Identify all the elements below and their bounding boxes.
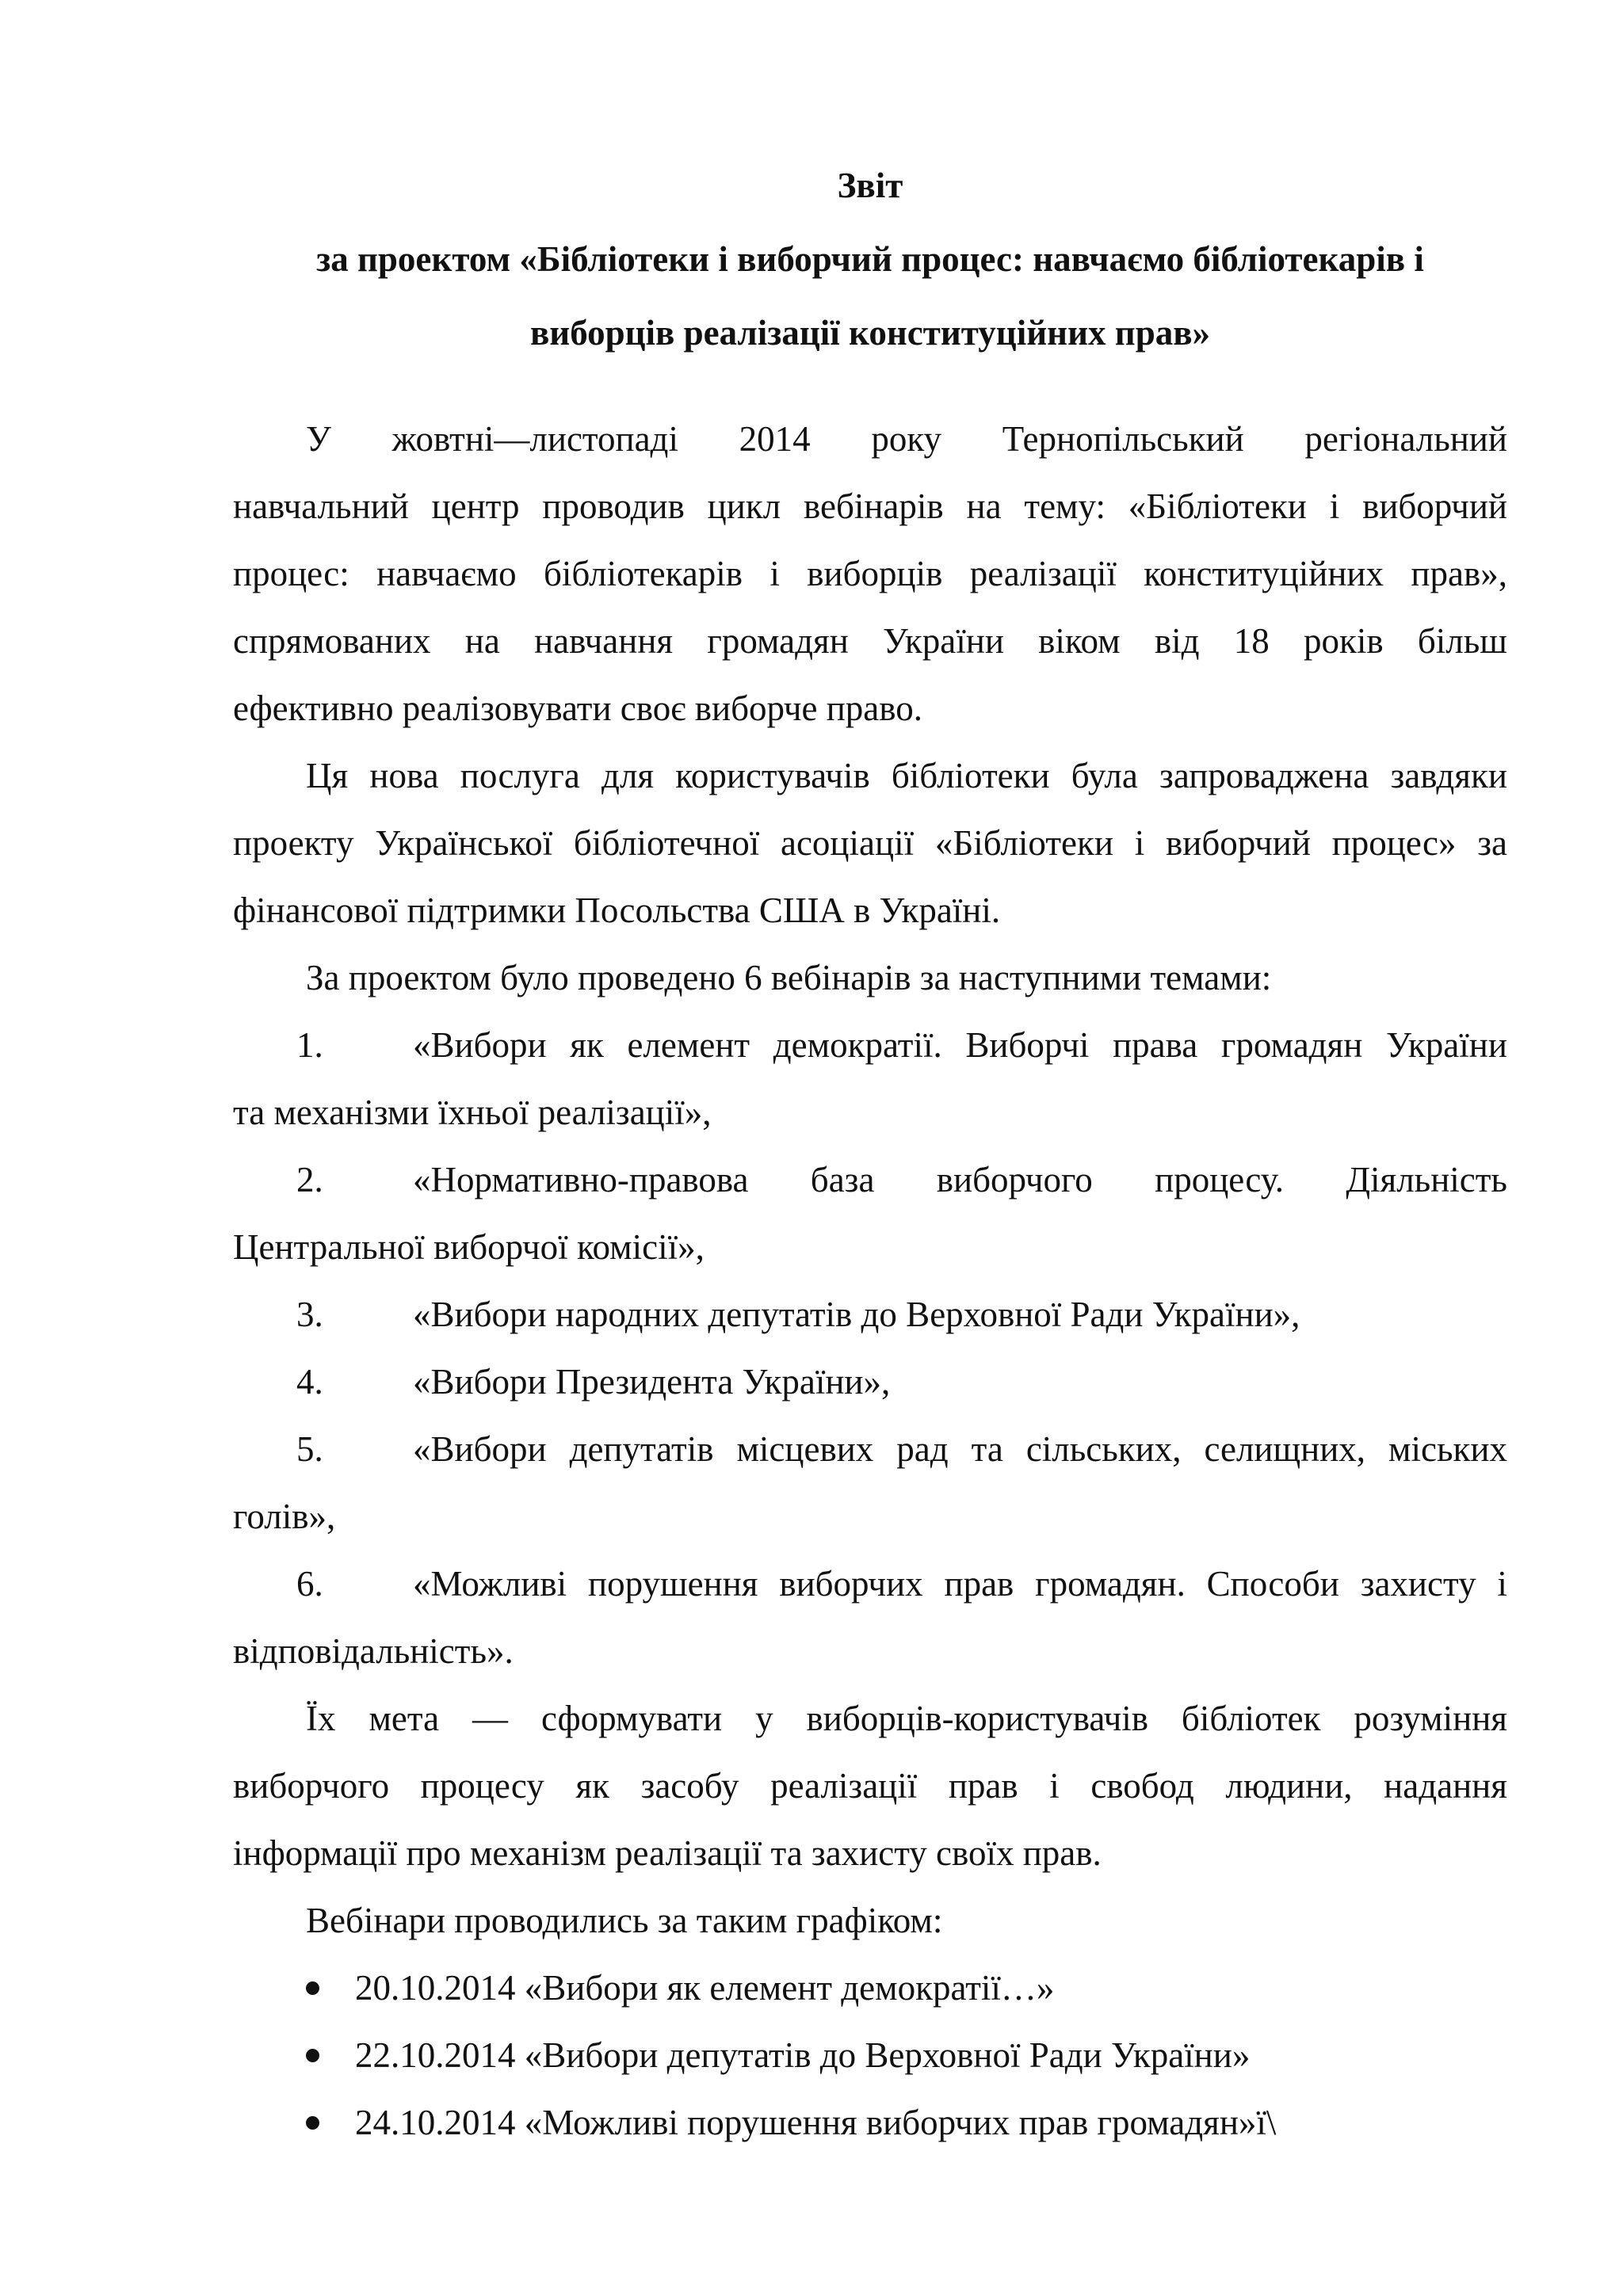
word: елемент (627, 1025, 750, 1065)
word: 18 (1233, 621, 1270, 661)
topic-text: «Вибори Президента України», (413, 1362, 891, 1402)
bullet-icon (306, 1981, 319, 1995)
topic-6-line (233, 1550, 1507, 1618)
word: Способи (1206, 1564, 1339, 1604)
goal-paragraph (233, 1685, 1507, 1887)
word: та (971, 1429, 1003, 1469)
intro-line-4 (233, 608, 1507, 675)
topic-item (233, 1012, 1507, 1146)
word: засобу (640, 1766, 739, 1806)
schedule-list (233, 1955, 1507, 2157)
word: рад (896, 1429, 949, 1469)
word: як (575, 1766, 609, 1806)
topic-text: «Нормативно-правова база виборчого процесу. Діяльність (413, 1160, 1507, 1199)
list-item: 20.10.2014 «Вибори як елемент демократії…» (233, 1955, 1507, 2022)
word: процес» (1331, 823, 1457, 863)
topic-number: 2. (296, 1160, 323, 1199)
word: «Вибори (413, 1429, 547, 1469)
topic-number: 3. (296, 1295, 323, 1334)
service-line-2 (233, 810, 1507, 877)
topic-item (233, 1146, 1507, 1281)
topic-text (413, 1012, 1507, 1079)
word: депутатів (569, 1429, 714, 1469)
word: років (1303, 621, 1384, 661)
topic-continuation: та механізми їхньої реалізації», (233, 1093, 712, 1132)
word: реалізації (969, 554, 1117, 593)
intro-line-3 (233, 540, 1507, 608)
word: асоціації (780, 823, 915, 863)
word: запроваджена (1159, 756, 1369, 795)
topic-number: 5. (296, 1429, 323, 1469)
word: і (769, 554, 780, 593)
word: виборчий (1166, 823, 1311, 863)
word: на (966, 486, 1002, 526)
word: права (1113, 1025, 1198, 1065)
word: місцевих (736, 1429, 874, 1469)
list-item: 24.10.2014 «Можливі порушення виборчих прав громадян»ї\ (233, 2089, 1507, 2157)
word: Ця (306, 756, 349, 795)
word: нова (369, 756, 439, 795)
word: захисту (1360, 1564, 1476, 1604)
report-title (233, 149, 1507, 370)
topic-4-line (233, 1348, 1507, 1416)
word: навчальний (233, 486, 409, 526)
word: навчаємо (376, 554, 517, 593)
topics-intro: За проектом було проведено 6 вебінарів за наступними темами: (306, 958, 1272, 997)
word: і (1049, 1766, 1060, 1806)
word: вебінарів (804, 486, 944, 526)
word: сформувати (540, 1699, 723, 1738)
word: для (601, 756, 655, 795)
intro-line-2 (233, 473, 1507, 540)
word: демократії. (773, 1025, 942, 1065)
topic-text: «Вибори народних депутатів до Верховної Ради України», (413, 1295, 1300, 1334)
topic-item (233, 1281, 1507, 1348)
word: процес: (233, 554, 349, 593)
word: більш (1417, 621, 1507, 661)
word: розуміння (1354, 1699, 1507, 1738)
word: виборчий (1362, 486, 1507, 526)
word: Їх (306, 1699, 336, 1738)
word: процесу (420, 1766, 544, 1806)
word: України (1386, 1025, 1507, 1065)
topic-5-line (233, 1416, 1507, 1483)
word: надання (1384, 1766, 1507, 1806)
word: конституційних (1144, 554, 1384, 593)
word: тему: (1024, 486, 1106, 526)
word: України (883, 621, 1004, 661)
intro-paragraph (233, 406, 1507, 742)
word: у (755, 1699, 773, 1738)
word: Виборчі (965, 1025, 1090, 1065)
word: завдяки (1390, 756, 1507, 795)
word: свобод (1090, 1766, 1194, 1806)
word: на (464, 621, 500, 661)
schedule-intro: Вебінари проводились за таким графіком: (306, 1901, 943, 1940)
intro-line-1: У жовтні—листопаді 2014 року Тернопільський регіональний (306, 419, 1507, 459)
word: проводив (542, 486, 685, 526)
topic-continuation: відповідальність». (233, 1631, 514, 1671)
topic-text (413, 1416, 1507, 1483)
word: як (570, 1025, 604, 1065)
word: Української (375, 823, 553, 863)
word: бібліотеки (891, 756, 1050, 795)
word: користувачів (675, 756, 870, 795)
topic-item (233, 1550, 1507, 1685)
word: від (1154, 621, 1200, 661)
topic-number: 4. (296, 1362, 323, 1402)
topic-1-line (233, 1012, 1507, 1079)
bullet-icon (306, 2049, 319, 2062)
word: навчання (534, 621, 674, 661)
topic-2-line (233, 1146, 1507, 1214)
topic-item (233, 1416, 1507, 1550)
topic-number: 1. (296, 1025, 323, 1065)
topic-item (233, 1348, 1507, 1416)
word: віком (1038, 621, 1121, 661)
title-line-2: за проектом «Бібліотеки і виборчий процес: навчаємо бібліотекарів і (316, 239, 1424, 279)
word: спрямованих (233, 621, 431, 661)
word: бібліотекарів (543, 554, 743, 593)
word: цикл (707, 486, 781, 526)
word: «Можливі (413, 1564, 567, 1604)
bullet-icon (306, 2116, 319, 2130)
word: громадян (1220, 1025, 1363, 1065)
goal-line-2 (233, 1753, 1507, 1820)
word: центр (431, 486, 520, 526)
topic-continuation: Центральної виборчої комісії», (233, 1227, 705, 1267)
word: виборців-користувачів (806, 1699, 1148, 1738)
service-paragraph (233, 742, 1507, 944)
word: прав», (1411, 554, 1507, 593)
word: за (1477, 823, 1507, 863)
word: послуга (460, 756, 580, 795)
word: проекту (233, 823, 354, 863)
word: — (472, 1699, 509, 1738)
topic-continuation: голів», (233, 1497, 336, 1536)
word: «Бібліотеки (934, 823, 1113, 863)
title-line-1: Звіт (837, 166, 903, 205)
word: селищних, (1204, 1429, 1366, 1469)
word: виборчих (779, 1564, 923, 1604)
word: «Бібліотеки (1128, 486, 1307, 526)
topic-number: 6. (296, 1564, 323, 1604)
topic-text (413, 1550, 1507, 1618)
word: і (1329, 486, 1340, 526)
topic-3-line (233, 1281, 1507, 1348)
word: громадян (707, 621, 849, 661)
word: порушення (588, 1564, 758, 1604)
goal-line-3: інформації про механізм реалізації та захисту своїх прав. (233, 1833, 1102, 1873)
service-line-1 (233, 742, 1507, 810)
title-line-3: виборців реалізації конституційних прав» (529, 313, 1211, 353)
intro-line-5: ефективно реалізовувати своє виборче право. (233, 688, 922, 728)
word: і (1134, 823, 1145, 863)
word: і (1497, 1564, 1507, 1604)
word: виборчого (233, 1766, 390, 1806)
word: прав (948, 1766, 1018, 1806)
word: бібліотек (1181, 1699, 1321, 1738)
word: бібліотечної (573, 823, 760, 863)
service-line-3: фінансової підтримки Посольства США в Україні. (233, 891, 1001, 930)
word: «Вибори (413, 1025, 547, 1065)
list-item: 22.10.2014 «Вибори депутатів до Верховної Ради України» (233, 2022, 1507, 2089)
report-body (233, 406, 1507, 2157)
word: міських (1388, 1429, 1507, 1469)
goal-line-1 (233, 1685, 1507, 1753)
word: мета (369, 1699, 440, 1738)
word: була (1071, 756, 1138, 795)
word: громадян. (1035, 1564, 1186, 1604)
word: виборців (807, 554, 943, 593)
word: реалізації (770, 1766, 918, 1806)
word: прав (944, 1564, 1014, 1604)
word: сільських, (1025, 1429, 1182, 1469)
word: людини, (1225, 1766, 1353, 1806)
